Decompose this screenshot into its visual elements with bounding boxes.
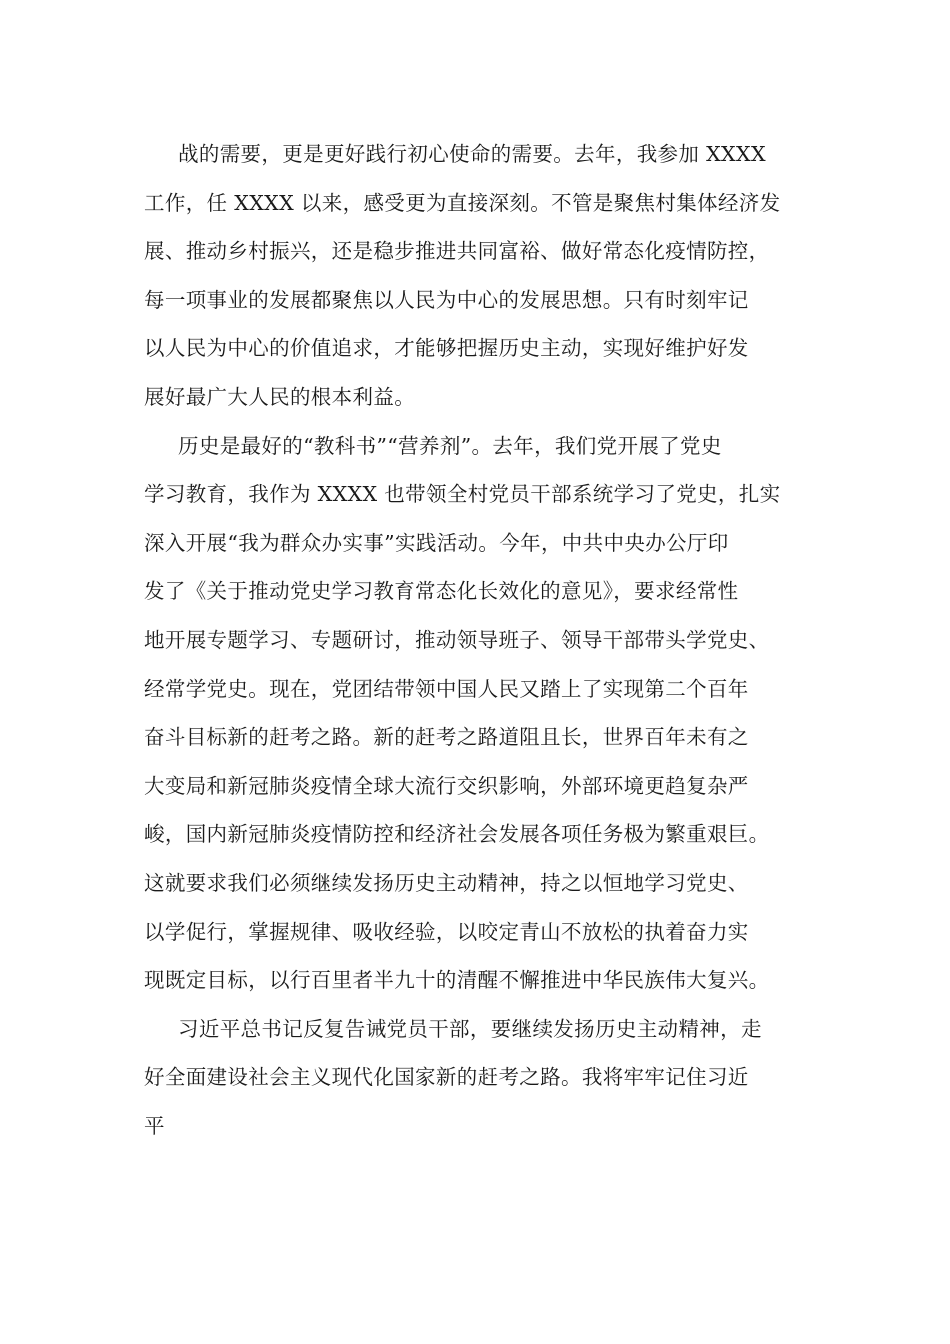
text-line: 现既定目标，以行百里者半九十的清醒不懈推进中华民族伟大复兴。 (144, 968, 770, 993)
text-line: 展好最广大人民的根本利益。 (144, 384, 416, 409)
text-line: 经常学党史。现在，党团结带领中国人民又踏上了实现第二个百年 (144, 676, 749, 701)
paragraph-2 (144, 427, 804, 1010)
document-body (144, 135, 804, 1158)
text-line: 工作，任 XXXX 以来，感受更为直接深刻。不管是聚焦村集体经济发 (144, 190, 781, 215)
text-line: 以人民为中心的价值追求，才能够把握历史主动，实现好维护好发 (144, 336, 749, 361)
text-line: 每一项事业的发展都聚焦以人民为中心的发展思想。只有时刻牢记 (144, 287, 749, 312)
text-line: 平 (144, 1113, 165, 1138)
text-line: 这就要求我们必须继续发扬历史主动精神，持之以恒地学习党史、 (144, 870, 749, 895)
text-line: 展、推动乡村振兴，还是稳步推进共同富裕、做好常态化疫情防控， (144, 239, 770, 264)
text-line: 奋斗目标新的赶考之路。新的赶考之路道阻且长，世界百年未有之 (144, 725, 749, 750)
text-line: 学习教育，我作为 XXXX 也带领全村党员干部系统学习了党史，扎实 (144, 482, 781, 507)
text-line: 地开展专题学习、专题研讨，推动领导班子、领导干部带头学党史、 (144, 627, 770, 652)
text-line: 好全面建设社会主义现代化国家新的赶考之路。我将牢牢记住习近 (144, 1065, 749, 1090)
text-line: 战的需要，更是更好践行初心使命的需要。去年，我参加 XXXX (178, 142, 766, 166)
paragraph-1 (144, 135, 804, 427)
text-line: 峻，国内新冠肺炎疫情防控和经济社会发展各项任务极为繁重艰巨。 (144, 822, 770, 847)
text-line: 以学促行，掌握规律、吸收经验，以咬定青山不放松的执着奋力实 (144, 919, 749, 944)
paragraph-3 (144, 1010, 804, 1158)
text-line: 深入开展“我为群众办实事”实践活动。今年，中共中央办公厅印 (144, 530, 729, 555)
text-line: 发了《关于推动党史学习教育常态化长效化的意见》，要求经常性 (144, 579, 739, 604)
text-line: 历史是最好的“教科书”“营养剂”。去年，我们党开展了党史 (178, 433, 722, 458)
text-line: 大变局和新冠肺炎疫情全球大流行交织影响，外部环境更趋复杂严 (144, 773, 749, 798)
text-line: 习近平总书记反复告诫党员干部，要继续发扬历史主动精神，走 (178, 1016, 762, 1041)
